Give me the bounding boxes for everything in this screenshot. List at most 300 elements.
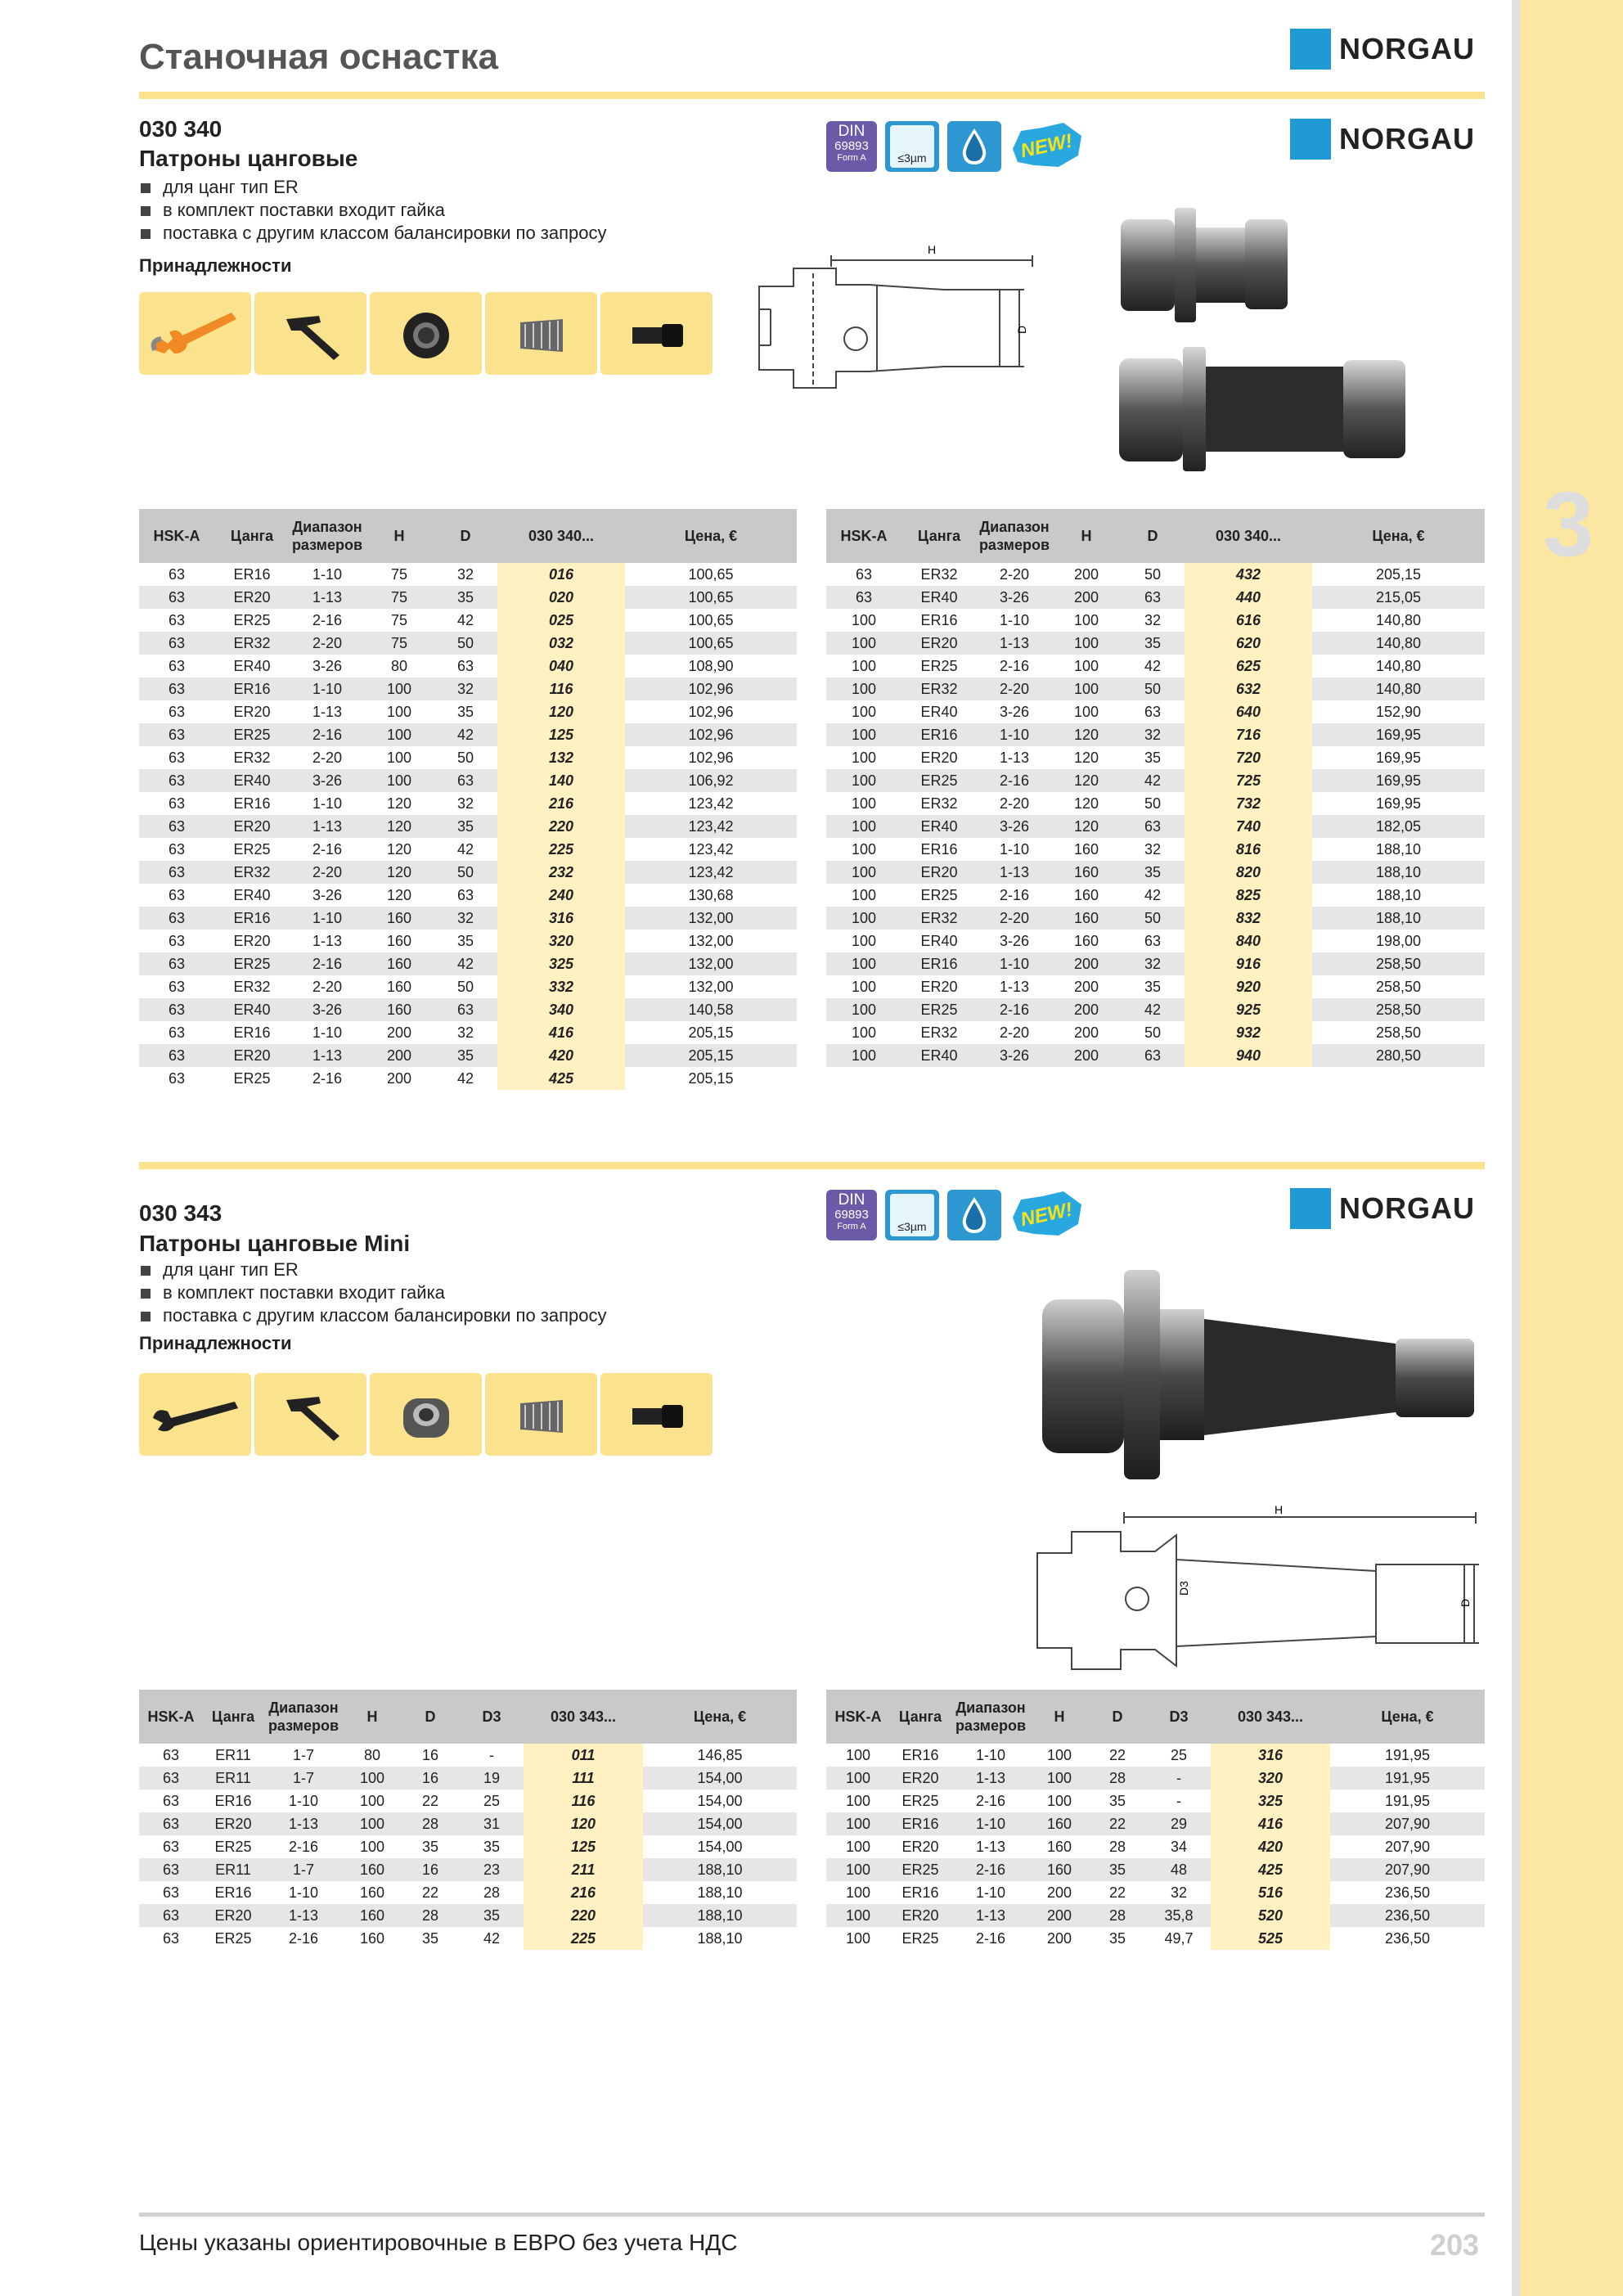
order-code-cell: 120 [497, 700, 625, 723]
table-cell: 22 [421, 1793, 439, 1809]
table-cell: 120 [386, 887, 412, 903]
table-cell: 1-13 [290, 815, 365, 838]
accuracy-badge: ≤3µm [885, 121, 939, 172]
table-cell: 215,05 [1312, 586, 1485, 609]
table-row [139, 609, 797, 632]
table-cell: 32 [1144, 612, 1162, 628]
table-cell: 2-16 [312, 841, 343, 858]
col-header: HSK-A [826, 509, 901, 563]
table-cell: 2-16 [951, 1858, 1031, 1881]
table-row [139, 563, 797, 586]
table-cell: ER16 [920, 841, 958, 858]
table-cell: 63 [139, 1044, 214, 1067]
table-row [826, 884, 1485, 907]
table-cell: 100 [826, 1767, 890, 1790]
table-cell: 32 [456, 795, 474, 812]
din-badge: DIN 69893 Form A [826, 1190, 877, 1240]
svg-text:D3: D3 [1177, 1581, 1190, 1596]
col-header: 030 343... [1211, 1690, 1330, 1744]
table-cell: 120 [1073, 795, 1099, 812]
table-cell: 42 [456, 612, 474, 628]
table-row [139, 769, 797, 792]
order-code-cell: 320 [497, 930, 625, 952]
nut-icon[interactable] [370, 1373, 482, 1456]
table-cell: 1-13 [977, 632, 1052, 655]
table-cell: 1-10 [312, 566, 343, 583]
table-cell: 75 [365, 632, 434, 655]
table-cell: 1-13 [290, 1044, 365, 1067]
table-row [139, 1790, 797, 1812]
col-header: H [1052, 509, 1121, 563]
table-cell: 63 [139, 632, 214, 655]
table-cell: 2-20 [290, 632, 365, 655]
table-cell: 102,96 [625, 723, 797, 746]
table-cell: 100 [1046, 1793, 1072, 1809]
table-cell: 22 [1108, 1747, 1126, 1763]
table-cell: 205,15 [688, 1070, 734, 1087]
table-cell: 200 [1073, 566, 1099, 583]
table-cell: 2-16 [975, 1930, 1006, 1947]
table-cell: 42 [1121, 769, 1185, 792]
table-cell: 2-20 [999, 1024, 1030, 1041]
table-cell: 100 [386, 704, 412, 720]
table-cell: 100 [845, 1747, 871, 1763]
table-cell: 100 [826, 632, 901, 655]
table-cell: 102,96 [688, 750, 734, 766]
order-code-cell: 316 [497, 907, 625, 930]
table-cell: 188,10 [1375, 887, 1422, 903]
table-cell: ER40 [233, 887, 271, 903]
table-cell: 63 [139, 952, 214, 975]
order-code-cell: 820 [1185, 861, 1312, 884]
table-row [826, 1767, 1485, 1790]
table-cell: ER11 [215, 1747, 251, 1763]
nut-icon[interactable] [370, 292, 482, 375]
table-cell: 146,85 [697, 1747, 743, 1763]
table-cell: 63 [162, 1839, 180, 1855]
section1-accessories-label: Принадлежности [139, 255, 292, 276]
table-row [139, 1067, 797, 1090]
table-cell: 32 [1170, 1884, 1188, 1901]
table-row [139, 884, 797, 907]
col-header: Цена, € [1312, 509, 1485, 563]
table-row [139, 586, 797, 609]
table-cell: 100 [826, 678, 901, 700]
table-cell: 2-20 [999, 566, 1030, 583]
table-cell: 1-13 [999, 750, 1030, 766]
table-cell: ER25 [214, 1930, 252, 1947]
table-cell: 160 [1046, 1839, 1072, 1855]
table-body [139, 1744, 797, 1950]
table-cell: 188,10 [1312, 907, 1485, 930]
screw-icon[interactable] [600, 1373, 713, 1456]
order-code-cell: 316 [1211, 1744, 1330, 1767]
table-cell: 50 [1121, 678, 1185, 700]
hook-wrench-icon[interactable] [139, 1373, 251, 1456]
table-cell: 169,95 [1375, 795, 1422, 812]
table-cell: 35 [460, 1904, 524, 1927]
section2-divider [139, 1162, 1485, 1169]
table-cell: 63 [456, 887, 474, 903]
table-cell: 258,50 [1375, 979, 1422, 995]
table-cell: 50 [1144, 795, 1162, 812]
col-header: Диапазон размеров [977, 509, 1052, 563]
order-code-cell: 920 [1185, 975, 1312, 998]
table-row [826, 975, 1485, 998]
table-cell: 1-7 [292, 1747, 314, 1763]
table-cell: 2-16 [999, 658, 1030, 674]
col-header: H [1031, 1690, 1088, 1744]
table-row [139, 1858, 797, 1881]
table-cell: ER20 [214, 815, 290, 838]
table-cell: 100 [1052, 678, 1121, 700]
table-cell: 130,68 [688, 887, 734, 903]
svg-text:D: D [1015, 325, 1028, 334]
table-cell: 120 [386, 841, 412, 858]
table-cell: 3-26 [290, 998, 365, 1021]
table-cell: 200 [1046, 1930, 1072, 1947]
screw-icon[interactable] [600, 292, 713, 375]
table-row [826, 1744, 1485, 1767]
table-row [826, 930, 1485, 952]
table-cell: 2-16 [977, 769, 1052, 792]
order-code-cell: 840 [1185, 930, 1312, 952]
table-cell: ER20 [233, 933, 271, 949]
order-code-cell: 325 [497, 952, 625, 975]
table-cell: 160 [365, 907, 434, 930]
table-cell: - [1147, 1767, 1211, 1790]
table-cell: 132,00 [625, 907, 797, 930]
order-code-cell: 116 [497, 678, 625, 700]
section1-product-photo [1114, 205, 1441, 483]
table-row [139, 1044, 797, 1067]
footer-note: Цены указаны ориентировочные в ЕВРО без учета НДС [139, 2230, 738, 2255]
table-cell: 100,65 [688, 566, 734, 583]
col-header: D [434, 509, 497, 563]
table-cell: ER20 [233, 704, 271, 720]
table-cell: 280,50 [1312, 1044, 1485, 1067]
table-cell: ER32 [233, 750, 271, 766]
wrench-icon[interactable] [139, 292, 251, 375]
table-cell: ER25 [901, 769, 977, 792]
t-wrench-icon[interactable] [254, 292, 366, 375]
table-row [139, 1881, 797, 1904]
table-cell: 63 [168, 750, 186, 766]
table-cell: 140,80 [1375, 612, 1422, 628]
table-cell: 200 [365, 1044, 434, 1067]
table-cell: 63 [1121, 815, 1185, 838]
order-code-cell: 325 [1211, 1790, 1330, 1812]
table-cell: 1-10 [288, 1793, 319, 1809]
table-cell: 188,10 [697, 1884, 743, 1901]
order-code-cell: 620 [1185, 632, 1312, 655]
order-code-cell: 125 [497, 723, 625, 746]
table-row [826, 1858, 1485, 1881]
table-cell: 160 [344, 1904, 401, 1927]
table-cell: ER20 [901, 1839, 939, 1855]
table-cell: ER32 [920, 795, 958, 812]
order-code-cell: 520 [1211, 1904, 1330, 1927]
table-row [139, 1744, 797, 1767]
collet-icon[interactable] [485, 292, 597, 375]
order-code-cell: 320 [1211, 1767, 1330, 1790]
table-cell: 2-16 [288, 1930, 319, 1947]
table-cell: 63 [168, 612, 186, 628]
table-cell: 28 [401, 1904, 460, 1927]
section1-accessories [139, 292, 713, 375]
order-code-cell: 216 [497, 792, 625, 815]
table-cell: 100 [344, 1812, 401, 1835]
order-code-cell: 616 [1185, 609, 1312, 632]
order-code-cell: 340 [497, 998, 625, 1021]
table-cell: 63 [434, 769, 497, 792]
table-cell: ER40 [901, 586, 977, 609]
table-cell: 100 [826, 1858, 890, 1881]
table-cell: 63 [139, 998, 214, 1021]
col-header: Цанга [890, 1690, 951, 1744]
table-cell: 160 [359, 1884, 385, 1901]
table-cell: ER25 [214, 1839, 252, 1855]
order-code-cell: 225 [497, 838, 625, 861]
order-code-cell: 516 [1211, 1881, 1330, 1904]
table-cell: 42 [483, 1930, 501, 1947]
table-cell: 100 [1046, 1747, 1072, 1763]
order-code-cell: 111 [524, 1767, 643, 1790]
table-cell: 198,00 [1375, 933, 1422, 949]
table-cell: 32 [434, 678, 497, 700]
table-cell: ER40 [920, 704, 958, 720]
table-cell: 1-10 [288, 1884, 319, 1901]
table-cell: 100 [845, 1930, 871, 1947]
table-cell: 120 [365, 815, 434, 838]
table-cell: ER25 [214, 723, 290, 746]
table-row [826, 998, 1485, 1021]
feature-item: поставка с другим классом балансировки по запросу [141, 222, 607, 245]
table-row [139, 1927, 797, 1950]
footer-divider [139, 2213, 1485, 2217]
table-row [826, 586, 1485, 609]
table-cell: 63 [168, 887, 186, 903]
table-cell: 50 [434, 632, 497, 655]
order-code-cell: 632 [1185, 678, 1312, 700]
chapter-sidebar [1512, 0, 1623, 2296]
table-cell: ER11 [203, 1858, 263, 1881]
table-cell: 2-16 [312, 612, 343, 628]
table-cell: 22 [421, 1884, 439, 1901]
table-row [139, 700, 797, 723]
table-cell: 35 [456, 704, 474, 720]
table-cell: - [1176, 1793, 1181, 1809]
table-cell: 100,65 [625, 632, 797, 655]
table-cell: 200 [1052, 586, 1121, 609]
table-cell: 1-13 [951, 1767, 1031, 1790]
table-cell: 132,00 [625, 952, 797, 975]
section1-badges [826, 121, 1085, 172]
page-number: 203 [1430, 2228, 1480, 2262]
table-cell: 35 [1088, 1858, 1147, 1881]
table-cell: 2-20 [290, 861, 365, 884]
table-cell: 42 [1144, 887, 1162, 903]
header-divider [139, 92, 1485, 99]
table-cell: 200 [1052, 998, 1121, 1021]
order-code-cell: 916 [1185, 952, 1312, 975]
table-cell: 35 [1144, 750, 1162, 766]
table-cell: ER16 [233, 795, 271, 812]
col-header: D3 [1147, 1690, 1211, 1744]
table-row [139, 1835, 797, 1858]
table-cell: 80 [390, 658, 408, 674]
table-cell: ER16 [901, 1747, 939, 1763]
table-cell: 2-16 [290, 723, 365, 746]
order-code-cell: 332 [497, 975, 625, 998]
section1-table-left [139, 509, 797, 1090]
table-cell: 63 [162, 1930, 180, 1947]
table-cell: 1-7 [263, 1767, 344, 1790]
table-cell: 2-20 [312, 979, 343, 995]
table-cell: 140,80 [1375, 658, 1422, 674]
table-cell: 1-10 [977, 723, 1052, 746]
table-cell: 63 [855, 566, 873, 583]
table-cell: ER16 [890, 1812, 951, 1835]
table-cell: 2-16 [999, 887, 1030, 903]
table-row [139, 1904, 797, 1927]
col-header: D [1088, 1690, 1147, 1744]
table-cell: 188,10 [1312, 861, 1485, 884]
order-code-cell: 425 [497, 1067, 625, 1090]
table-cell: 100 [826, 815, 901, 838]
table-cell: 188,10 [643, 1858, 797, 1881]
table-cell: 1-7 [263, 1858, 344, 1881]
table-cell: 34 [1170, 1839, 1188, 1855]
table-cell: 120 [1052, 815, 1121, 838]
table-cell: 16 [401, 1767, 460, 1790]
table-cell: 1-10 [951, 1812, 1031, 1835]
table-cell: 100 [851, 795, 877, 812]
table-cell: ER20 [901, 861, 977, 884]
order-code-cell: 432 [1185, 563, 1312, 586]
table-cell: 42 [434, 723, 497, 746]
table-cell: 100 [826, 1904, 890, 1927]
table-cell: 1-13 [977, 861, 1052, 884]
table-row [826, 769, 1485, 792]
table-cell: ER32 [214, 861, 290, 884]
table-row [139, 838, 797, 861]
table-cell: 108,90 [688, 658, 734, 674]
table-cell: 29 [1147, 1812, 1211, 1835]
table-cell: 63 [168, 566, 186, 583]
table-cell: 50 [456, 750, 474, 766]
table-row [139, 792, 797, 815]
table-cell: 100 [851, 887, 877, 903]
table-cell: 100 [851, 933, 877, 949]
table-cell: 236,50 [1384, 1930, 1431, 1947]
din-badge: DIN 69893 Form A [826, 121, 877, 172]
table-cell: 191,95 [1384, 1747, 1431, 1763]
t-wrench-icon[interactable] [254, 1373, 366, 1456]
table-row [826, 1927, 1485, 1950]
table-cell: 63 [168, 704, 186, 720]
table-cell: 169,95 [1375, 750, 1422, 766]
table-cell: 154,00 [697, 1793, 743, 1809]
table-cell: 1-13 [263, 1812, 344, 1835]
table-cell: 1-10 [312, 795, 343, 812]
table-cell: 63 [162, 1747, 180, 1763]
table-cell: 25 [1170, 1747, 1188, 1763]
order-code-cell: 740 [1185, 815, 1312, 838]
order-code-cell: 220 [524, 1904, 643, 1927]
brand-logo: NORGAU [1290, 28, 1475, 70]
table-row [139, 975, 797, 998]
col-header: Цанга [203, 1690, 263, 1744]
order-code-cell: 720 [1185, 746, 1312, 769]
table-row [139, 952, 797, 975]
table-cell: 100 [1073, 704, 1099, 720]
table-cell: 42 [456, 1070, 474, 1087]
section2-technical-drawing [1032, 1502, 1484, 1674]
collet-icon[interactable] [485, 1373, 597, 1456]
table-cell: ER40 [214, 769, 290, 792]
feature-item: для цанг тип ER [141, 176, 607, 199]
table-row [139, 907, 797, 930]
order-code-cell: 216 [524, 1881, 643, 1904]
table-row [826, 746, 1485, 769]
table-cell: 3-26 [290, 769, 365, 792]
table-cell: ER16 [920, 612, 958, 628]
table-cell: 182,05 [1312, 815, 1485, 838]
col-header: Цанга [214, 509, 290, 563]
table-cell: 132,00 [688, 979, 734, 995]
table-cell: 207,90 [1384, 1839, 1431, 1855]
table-cell: 22 [1108, 1884, 1126, 1901]
order-code-cell: 420 [497, 1044, 625, 1067]
table-cell: 2-16 [288, 1839, 319, 1855]
table-row [826, 1812, 1485, 1835]
page-title: Станочная оснастка [139, 37, 498, 77]
order-code-cell: 932 [1185, 1021, 1312, 1044]
table-cell: 35 [456, 933, 474, 949]
section2-accessories [139, 1373, 713, 1456]
order-code-cell: 116 [524, 1790, 643, 1812]
table-cell: 35 [483, 1839, 501, 1855]
table-cell: ER20 [214, 1044, 290, 1067]
col-header: 030 340... [1185, 509, 1312, 563]
table-cell: ER32 [920, 1024, 958, 1041]
table-cell: 63 [139, 586, 214, 609]
table-cell: 28 [1088, 1767, 1147, 1790]
table-cell: 100 [826, 907, 901, 930]
table-cell: ER25 [214, 952, 290, 975]
section1-technical-drawing [754, 236, 1039, 416]
section2-brand-logo: NORGAU [1290, 1187, 1475, 1230]
table-cell: 160 [1073, 887, 1099, 903]
table-cell: 188,10 [697, 1930, 743, 1947]
table-cell: 28 [1108, 1839, 1126, 1855]
section2-table-right [826, 1690, 1485, 1950]
col-header: H [365, 509, 434, 563]
table-cell: 207,90 [1330, 1858, 1485, 1881]
table-cell: ER16 [233, 1024, 271, 1041]
order-code-cell: 716 [1185, 723, 1312, 746]
table-cell: 132,00 [688, 933, 734, 949]
table-cell: 3-26 [312, 658, 343, 674]
table-cell: 120 [1073, 750, 1099, 766]
table-row [826, 700, 1485, 723]
table-cell: 160 [1031, 1812, 1088, 1835]
table-cell: ER20 [890, 1904, 951, 1927]
table-cell: 160 [1073, 841, 1099, 858]
table-cell: 169,95 [1312, 769, 1485, 792]
table-cell: 1-13 [975, 1839, 1006, 1855]
